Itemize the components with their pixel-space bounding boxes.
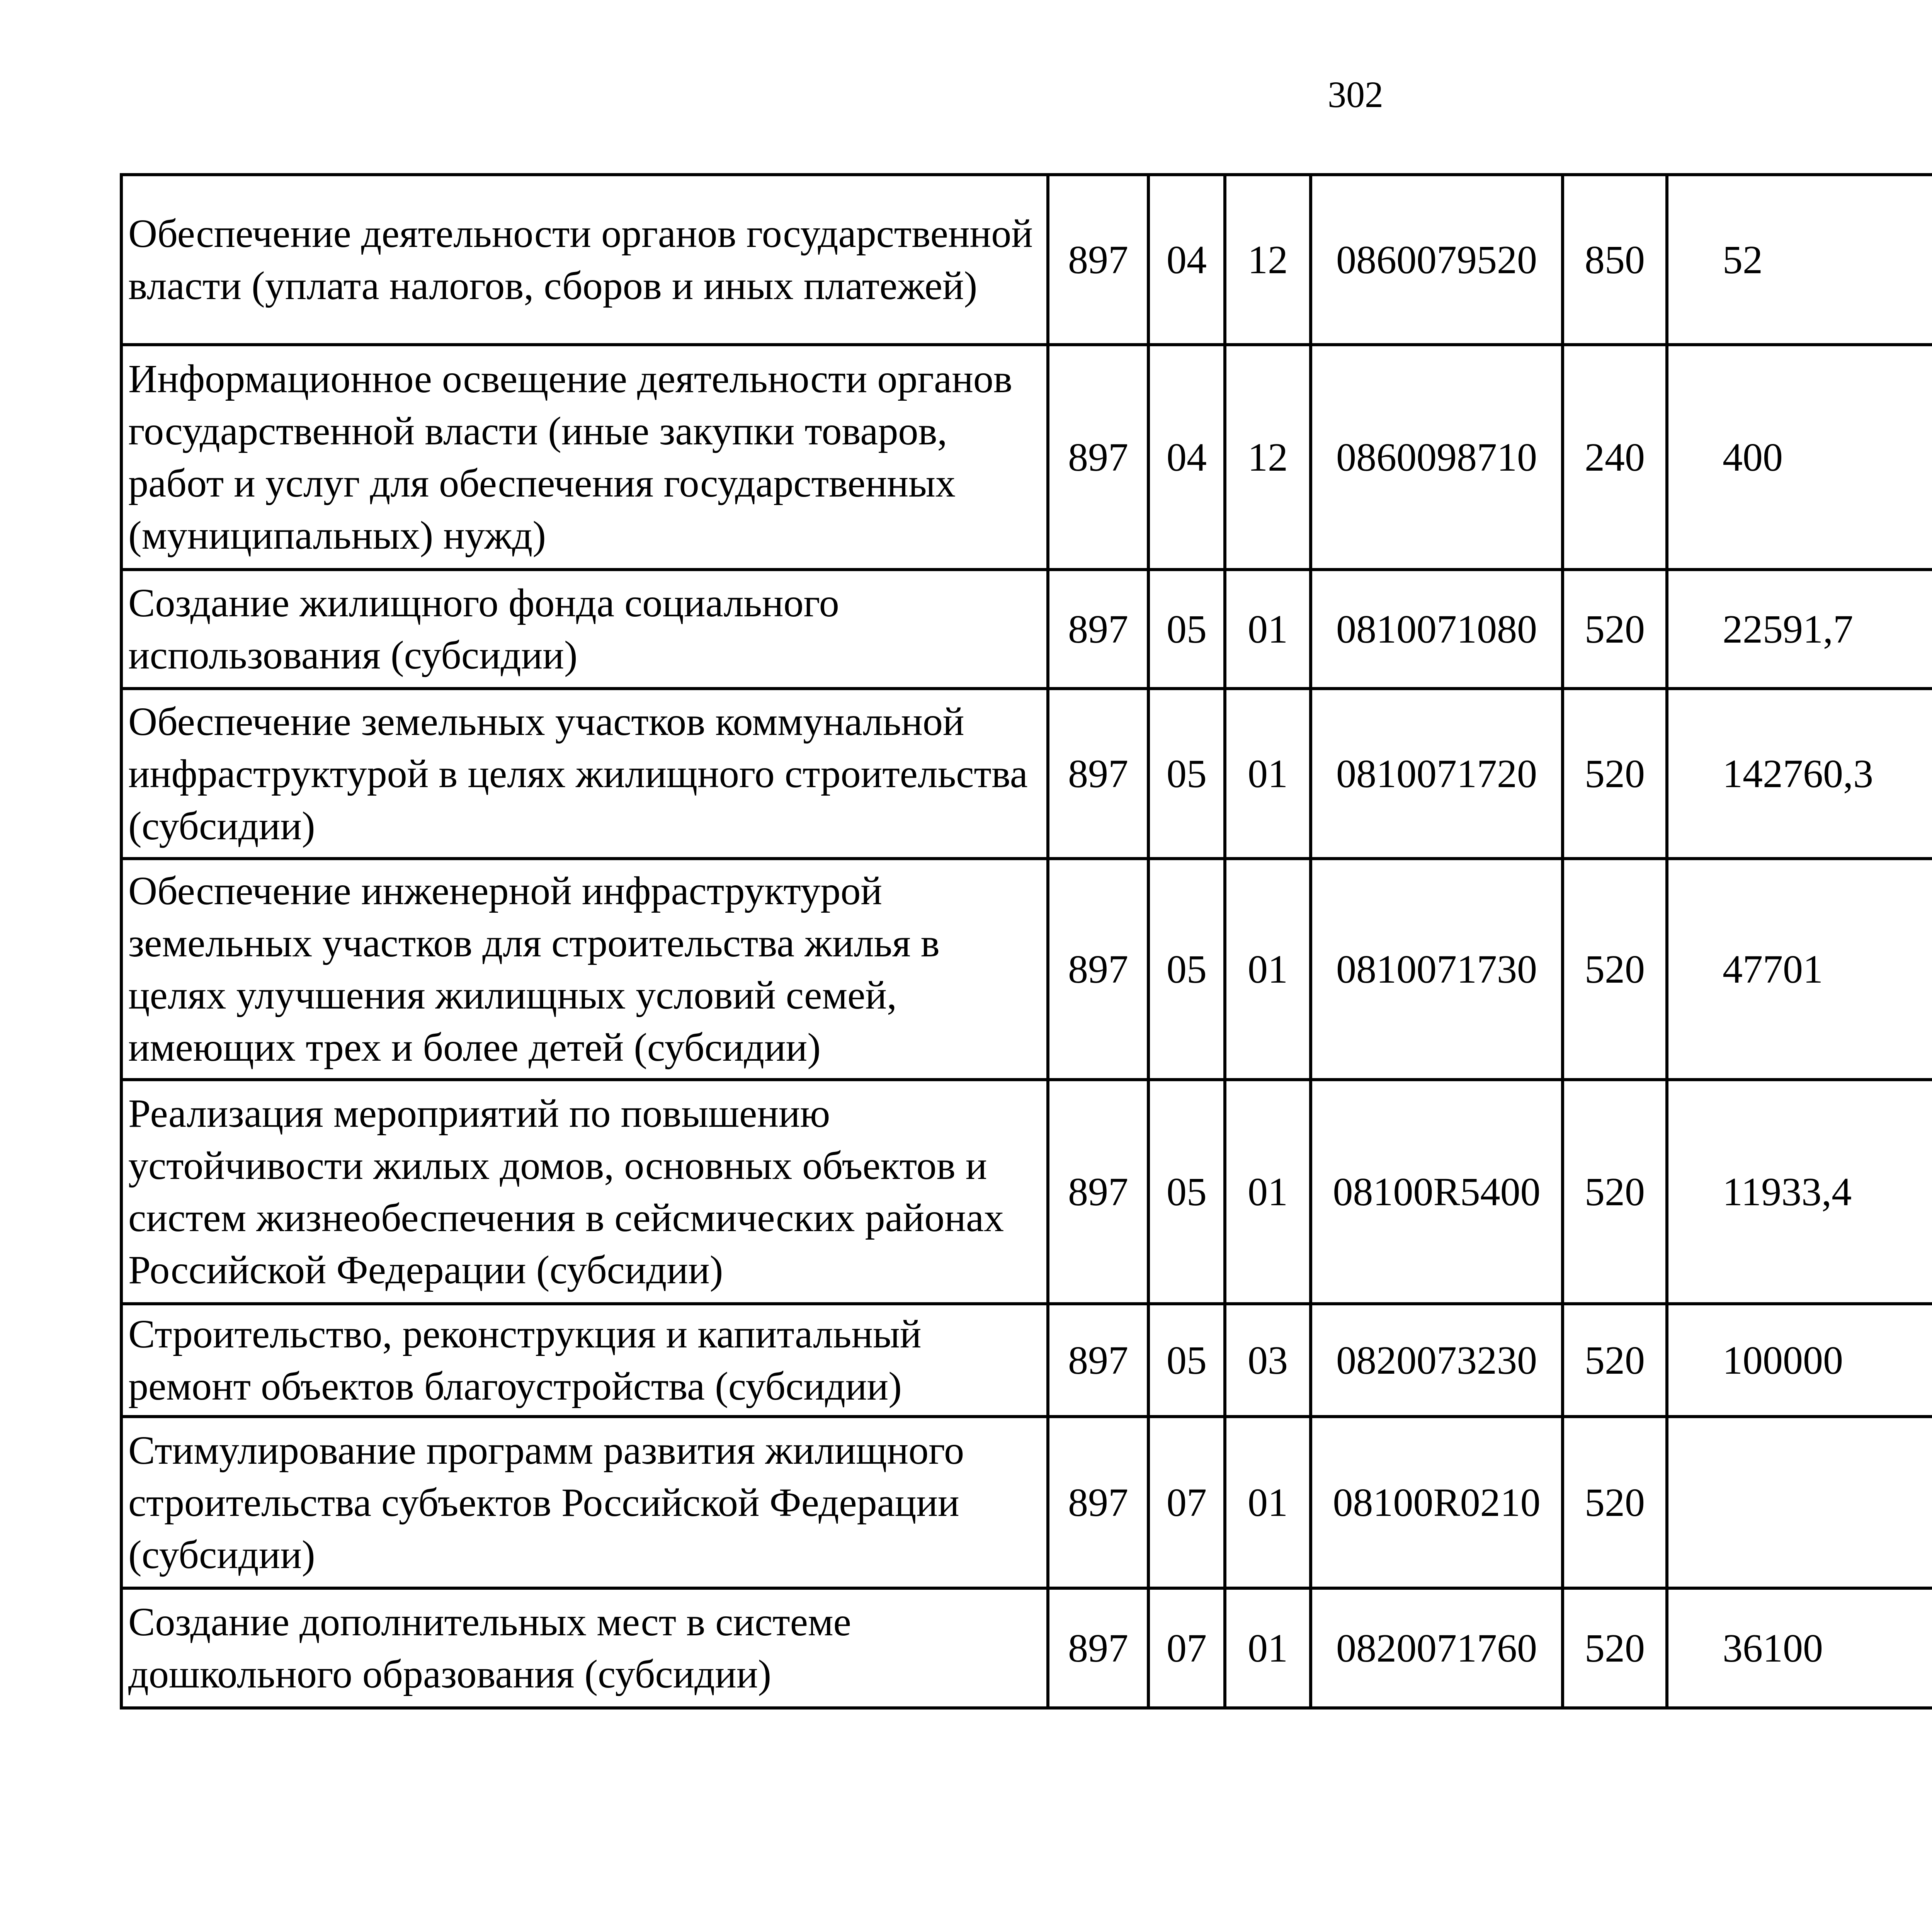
table-row xyxy=(121,689,1932,859)
target-article-cell: 0860098710 xyxy=(1311,345,1563,570)
expense-type-cell: 520 xyxy=(1563,1588,1667,1708)
target-article-cell: 0860079520 xyxy=(1311,175,1563,345)
description-cell: Реализация мероприятий по повышению устойчивости жилых домов, основных объектов и систем жизнеобеспечения в сейсмических районах Российской Федерации (субсидии) xyxy=(121,1080,1048,1304)
expense-type-cell: 520 xyxy=(1563,1304,1667,1417)
subsection-code-cell: 01 xyxy=(1225,689,1311,859)
ministry-code-cell: 897 xyxy=(1048,570,1148,689)
section-code-cell: 07 xyxy=(1148,1588,1225,1708)
section-code-cell: 05 xyxy=(1148,570,1225,689)
amount-year1-cell: 11933,4 xyxy=(1667,1080,1932,1304)
target-article-cell: 0820071760 xyxy=(1311,1588,1563,1708)
expense-type-cell: 240 xyxy=(1563,345,1667,570)
subsection-code-cell: 01 xyxy=(1225,1417,1311,1588)
expense-type-cell: 520 xyxy=(1563,1080,1667,1304)
section-code-cell: 07 xyxy=(1148,1417,1225,1588)
expense-type-cell: 520 xyxy=(1563,689,1667,859)
table-row xyxy=(121,1304,1932,1417)
amount-year1-cell: 36100 xyxy=(1667,1588,1932,1708)
expense-type-cell: 520 xyxy=(1563,859,1667,1080)
table-row xyxy=(121,175,1932,345)
description-cell: Создание дополнительных мест в системе дошкольного образования (субсидии) xyxy=(121,1588,1048,1708)
target-article-cell: 08100R5400 xyxy=(1311,1080,1563,1304)
table-row xyxy=(121,1080,1932,1304)
amount-year1-cell: 100000 xyxy=(1667,1304,1932,1417)
amount-year1-cell: 52 xyxy=(1667,175,1932,345)
description-cell: Строительство, реконструкция и капитальный ремонт объектов благоустройства (субсидии) xyxy=(121,1304,1048,1417)
ministry-code-cell: 897 xyxy=(1048,1588,1148,1708)
table-row xyxy=(121,859,1932,1080)
section-code-cell: 05 xyxy=(1148,1080,1225,1304)
expense-type-cell: 520 xyxy=(1563,570,1667,689)
subsection-code-cell: 12 xyxy=(1225,175,1311,345)
target-article-cell: 0820073230 xyxy=(1311,1304,1563,1417)
table-row xyxy=(121,1417,1932,1588)
table-row xyxy=(121,570,1932,689)
section-code-cell: 04 xyxy=(1148,345,1225,570)
subsection-code-cell: 01 xyxy=(1225,1588,1311,1708)
amount-year1-cell xyxy=(1667,1417,1932,1588)
target-article-cell: 0810071720 xyxy=(1311,689,1563,859)
description-cell: Обеспечение инженерной инфраструктурой земельных участков для строительства жилья в целях улучшения жилищных условий семей, имеющих трех и более детей (субсидии) xyxy=(121,859,1048,1080)
amount-year1-cell: 22591,7 xyxy=(1667,570,1932,689)
target-article-cell: 08100R0210 xyxy=(1311,1417,1563,1588)
ministry-code-cell: 897 xyxy=(1048,345,1148,570)
subsection-code-cell: 01 xyxy=(1225,859,1311,1080)
expense-type-cell: 850 xyxy=(1563,175,1667,345)
ministry-code-cell: 897 xyxy=(1048,175,1148,345)
subsection-code-cell: 01 xyxy=(1225,1080,1311,1304)
section-code-cell: 05 xyxy=(1148,689,1225,859)
ministry-code-cell: 897 xyxy=(1048,1080,1148,1304)
amount-year1-cell: 400 xyxy=(1667,345,1932,570)
subsection-code-cell: 03 xyxy=(1225,1304,1311,1417)
description-cell: Обеспечение деятельности органов государственной власти (уплата налогов, сборов и иных платежей) xyxy=(121,175,1048,345)
ministry-code-cell: 897 xyxy=(1048,859,1148,1080)
table-row xyxy=(121,345,1932,570)
ministry-code-cell: 897 xyxy=(1048,689,1148,859)
ministry-code-cell: 897 xyxy=(1048,1304,1148,1417)
amount-year1-cell: 142760,3 xyxy=(1667,689,1932,859)
subsection-code-cell: 12 xyxy=(1225,345,1311,570)
budget-table xyxy=(120,173,1932,1709)
expense-type-cell: 520 xyxy=(1563,1417,1667,1588)
amount-year1-cell: 47701 xyxy=(1667,859,1932,1080)
ministry-code-cell: 897 xyxy=(1048,1417,1148,1588)
description-cell: Информационное освещение деятельности органов государственной власти (иные закупки товаров, работ и услуг для обеспечения государственных (муниципальных) нужд) xyxy=(121,345,1048,570)
target-article-cell: 0810071730 xyxy=(1311,859,1563,1080)
subsection-code-cell: 01 xyxy=(1225,570,1311,689)
description-cell: Обеспечение земельных участков коммунальной инфраструктурой в целях жилищного строительства (субсидии) xyxy=(121,689,1048,859)
section-code-cell: 04 xyxy=(1148,175,1225,345)
description-cell: Стимулирование программ развития жилищного строительства субъектов Российской Федерации (субсидии) xyxy=(121,1417,1048,1588)
target-article-cell: 0810071080 xyxy=(1311,570,1563,689)
section-code-cell: 05 xyxy=(1148,859,1225,1080)
description-cell: Создание жилищного фонда социального использования (субсидии) xyxy=(121,570,1048,689)
page-number: 302 xyxy=(1328,74,1383,115)
table-row xyxy=(121,1588,1932,1708)
section-code-cell: 05 xyxy=(1148,1304,1225,1417)
